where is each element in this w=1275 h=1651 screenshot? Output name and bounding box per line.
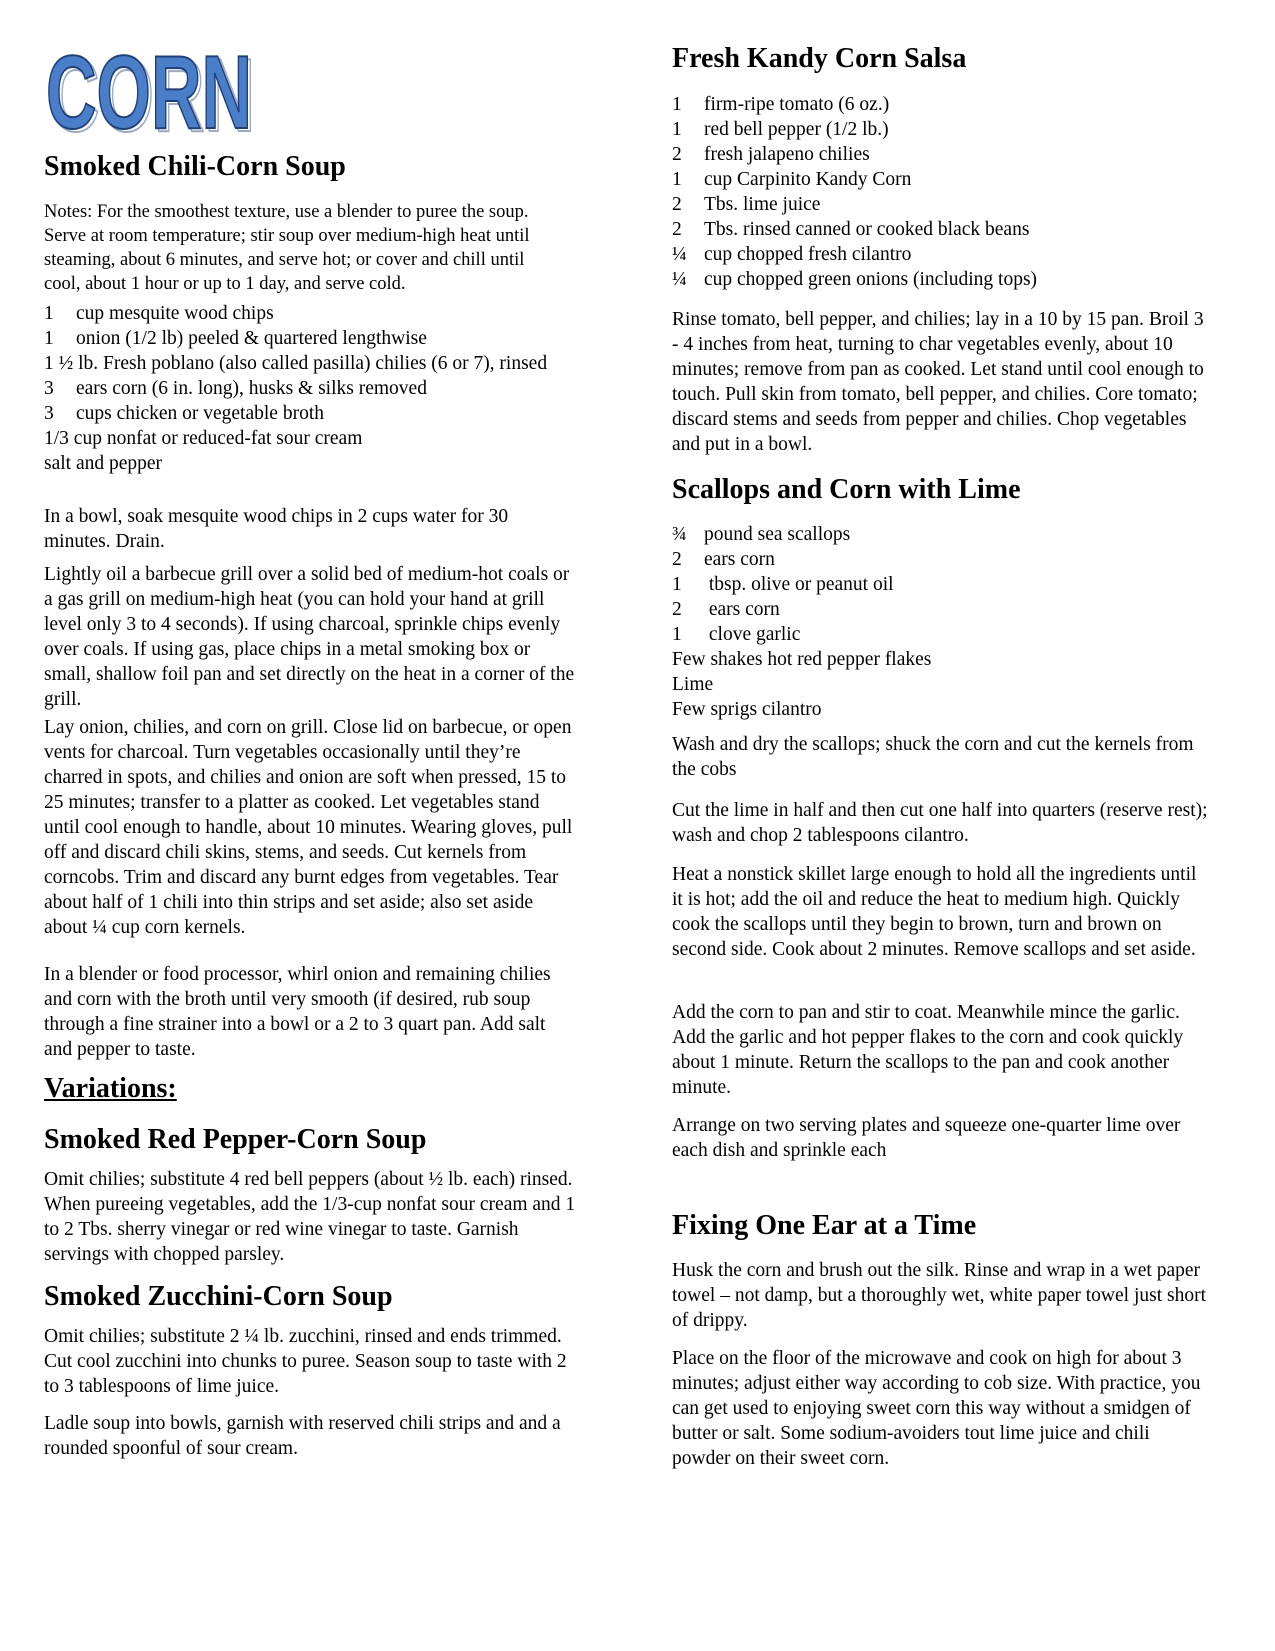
ingredient-item: 1 onion (1/2 lb) peeled & quartered lengthwise <box>44 328 427 349</box>
soup-step-2: Lightly oil a barbecue grill over a solid bed of medium-hot coals or a gas grill on medium-high heat (you can hold your hand at grill level only 3 to 4 seconds). If using charcoal, sprinkle chips evenly over coals. If using gas, place chips in a metal smoking box or small, shallow foil pan and set directly on the heat in a corner of the grill. <box>44 564 575 710</box>
scallops-step-5: Arrange on two serving plates and squeeze one-quarter lime over each dish and sprinkle each <box>672 1115 1181 1161</box>
red-pepper-text: Omit chilies; substitute 4 red bell peppers (about ½ lb. each) rinsed. When pureeing vegetables, add the 1/3-cup nonfat sour cream and 1 to 2 Tbs. sherry vinegar or red wine vinegar to taste. Garnish servings with chopped parsley. <box>44 1169 576 1265</box>
fixing-step-2: Place on the floor of the microwave and cook on high for about 3 minutes; adjust either way according to cob size. With practice, you can get used to enjoying sweet corn this way without a smidgen of butter or salt. Some sodium-avoiders tout lime juice and chili powder on their sweet corn. <box>672 1348 1201 1469</box>
ladle-text: Ladle soup into bowls, garnish with reserved chili strips and and a rounded spoonful of sour cream. <box>44 1413 561 1459</box>
fixing-step-1: Husk the corn and brush out the silk. Rinse and wrap in a wet paper towel – not damp, but a thoroughly wet, white paper towel just short of drippy. <box>672 1260 1206 1331</box>
soup-step-1: In a bowl, soak mesquite wood chips in 2 cups water for 30 minutes. Drain. <box>44 506 509 552</box>
ingredient-item: 1 red bell pepper (1/2 lb.) <box>672 119 889 140</box>
ingredient-item: 2 Tbs. lime juice <box>672 194 821 215</box>
ingredient-item: salt and pepper <box>44 453 163 474</box>
variations-heading: Variations: <box>44 1073 177 1104</box>
ingredient-item: 1 cup mesquite wood chips <box>44 303 274 324</box>
ingredient-item: Few shakes hot red pepper flakes <box>672 649 932 670</box>
ingredient-item: ¾ pound sea scallops <box>672 524 851 545</box>
soup-notes: Notes: For the smoothest texture, use a blender to puree the soup. Serve at room temperature; stir soup over medium-high heat until steaming, about 6 minutes, and serve hot; or cover and chill until cool, about 1 hour or up to 1 day, and serve cold. <box>44 202 530 294</box>
salsa-title: Fresh Kandy Corn Salsa <box>672 43 967 74</box>
red-pepper-title: Smoked Red Pepper-Corn Soup <box>44 1124 427 1155</box>
ingredient-item: 3 cups chicken or vegetable broth <box>44 403 324 424</box>
soup-step-4: In a blender or food processor, whirl onion and remaining chilies and corn with the broth until very smooth (if desired, rub soup through a fine strainer into a bowl or a 2 to 3 quart pan. Add salt and pepper to taste. <box>44 964 551 1060</box>
scallops-ingredients <box>672 522 931 722</box>
corn-logo-text: CORN <box>46 38 252 138</box>
ingredient-item: 3 ears corn (6 in. long), husks & silks removed <box>44 378 427 399</box>
ingredient-item: 1 ½ lb. Fresh poblano (also called pasilla) chilies (6 or 7), rinsed <box>44 353 548 374</box>
soup-step-3: Lay onion, chilies, and corn on grill. Close lid on barbecue, or open vents for charcoal. Turn vegetables occasionally until they’re charred in spots, and chilies and onion are soft when pressed, 15 to 25 minutes; transfer to a platter as cooked. Let vegetables stand until cool enough to handle, about 10 minutes. Wearing gloves, pull off and discard chili skins, stems, and seeds. Cut kernels from corncobs. Trim and discard any burnt edges from vegetables. Tear about half of 1 chili into thin strips and set aside; also set aside about ¼ cup corn kernels. <box>44 717 573 938</box>
zucchini-text: Omit chilies; substitute 2 ¼ lb. zucchini, rinsed and ends trimmed. Cut cool zucchini into chunks to puree. Season soup to taste with 2 to 3 tablespoons of lime juice. <box>44 1326 567 1397</box>
ingredient-item: 1 firm-ripe tomato (6 oz.) <box>672 94 890 115</box>
ingredient-item: 1/3 cup nonfat or reduced-fat sour cream <box>44 428 363 449</box>
zucchini-title: Smoked Zucchini-Corn Soup <box>44 1281 393 1312</box>
scallops-step-1: Wash and dry the scallops; shuck the corn and cut the kernels from the cobs <box>672 734 1194 780</box>
ingredient-item: Lime <box>672 674 714 695</box>
ingredient-item: 2 fresh jalapeno chilies <box>672 144 870 165</box>
salsa-text: Rinse tomato, bell pepper, and chilies; lay in a 10 by 15 pan. Broil 3 - 4 inches from heat, turning to char vegetables evenly, about 10 minutes; remove from pan as cooked. Let stand until cool enough to touch. Pull skin from tomato, bell pepper, and chilies. Core tomato; discard stems and seeds from pepper and chilies. Chop vegetables and put in a bowl. <box>672 309 1204 455</box>
ingredient-item: 1 tbsp. olive or peanut oil <box>672 574 894 595</box>
soup-title: Smoked Chili-Corn Soup <box>44 151 346 182</box>
ingredient-item: 2 ears corn <box>672 549 775 570</box>
ingredient-item: 1 cup Carpinito Kandy Corn <box>672 169 912 190</box>
scallops-step-4: Add the corn to pan and stir to coat. Meanwhile mince the garlic. Add the garlic and hot pepper flakes to the corn and cook quickly about 1 minute. Return the scallops to the pan and cook another minute. <box>672 1002 1184 1098</box>
ingredient-item: ¼ cup chopped fresh cilantro <box>672 244 912 265</box>
ingredient-item: 1 clove garlic <box>672 624 801 645</box>
soup-ingredients <box>44 301 574 476</box>
corn-logo-shadow: CORN <box>49 38 255 138</box>
ingredient-item: ¼ cup chopped green onions (including tops) <box>672 269 1038 290</box>
fixing-title: Fixing One Ear at a Time <box>672 1210 977 1241</box>
ingredient-item: 2 Tbs. rinsed canned or cooked black beans <box>672 219 1030 240</box>
salsa-ingredients <box>672 92 1037 292</box>
ingredient-item: Few sprigs cilantro <box>672 699 822 720</box>
ingredient-item: 2 ears corn <box>672 599 780 620</box>
scallops-step-2: Cut the lime in half and then cut one half into quarters (reserve rest); wash and chop 2 tablespoons cilantro. <box>672 800 1208 846</box>
scallops-step-3: Heat a nonstick skillet large enough to hold all the ingredients until it is hot; add the oil and reduce the heat to medium high. Quickly cook the scallops until they begin to brown, turn and brown on second side. Cook about 2 minutes. Remove scallops and set aside. <box>672 864 1197 960</box>
scallops-title: Scallops and Corn with Lime <box>672 474 1021 505</box>
corn-logo <box>42 38 262 138</box>
